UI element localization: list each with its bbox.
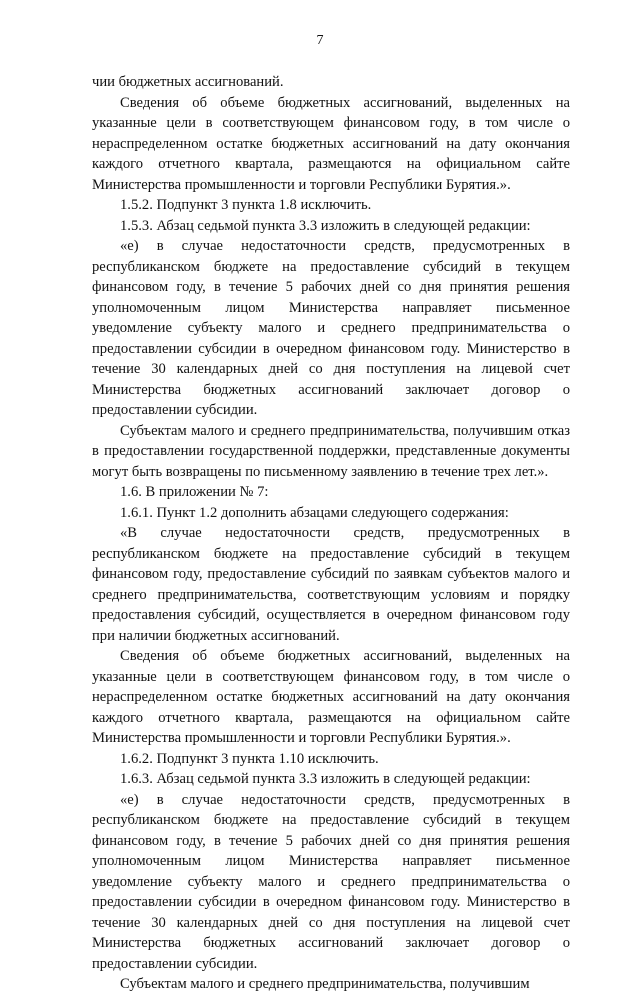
paragraph-1-6-1: 1.6.1. Пункт 1.2 дополнить абзацами следующего содержания:: [120, 504, 509, 521]
paragraph-continuation: чии бюджетных ассигнований.: [92, 74, 284, 90]
paragraph-1-6-2: 1.6.2. Подпункт 3 пункта 1.10 исключить.: [120, 750, 379, 767]
paragraph-clause-e: «е) в случае недостаточности средств, предусмотренных в республиканском бюджете на предоставление субсидий в текущем финансовом году, в течение 5 рабочих дней со дня принятия решения уполномоченным лицом Министерства направляет письменное уведомление субъекту малого и среднего предпринимательства о предоставлении субсидии в очередном финансовом году. Министерство в течение 30 календарных дней со дня поступления на лицевой счет Министерства бюджетных ассигнований заключает договор о предоставлении субсидии.: [92, 238, 570, 418]
paragraph-insufficient-funds: «В случае недостаточности средств, предусмотренных в республиканском бюджете на предоставление субсидий в текущем финансовом году, предоставление субсидий по заявкам субъектов малого и среднего предпринимательства, соответствующим условиям и порядку предоставления субсидий, осуществляется в очередном финансовом году при наличии бюджетных ассигнований.: [92, 525, 570, 644]
paragraph-1-6: 1.6. В приложении № 7:: [120, 484, 269, 500]
paragraph-budget-info: Сведения об объеме бюджетных ассигнований, выделенных на указанные цели в соответствующем финансовом году, в том числе о нераспределенном остатке бюджетных ассигнований на дату окончания каждого отчетного квартала, размещаются на официальном сайте Министерства промышленности и торговли Республики Бурятия.».: [92, 94, 570, 193]
paragraph-refusal: Субъектам малого и среднего предпринимательства, получившим отказ в предоставлении государственной поддержки, представленные документы могут быть возвращены по письменному заявлению в течение трех лет.».: [92, 422, 570, 480]
paragraph-1-5-3: 1.5.3. Абзац седьмой пункта 3.3 изложить в следующей редакции:: [120, 217, 531, 234]
page-number: 7: [316, 33, 324, 48]
document-body: [92, 72, 570, 995]
paragraph-clause-e-2: «е) в случае недостаточности средств, предусмотренных в республиканском бюджете на предоставление субсидий в текущем финансовом году, в течение 5 рабочих дней со дня принятия решения уполномоченным лицом Министерства направляет письменное уведомление субъекту малого и среднего предпринимательства о предоставлении субсидии в очередном финансовом году. Министерство в течение 30 календарных дней со дня поступления на лицевой счет Министерства бюджетных ассигнований заключает договор о предоставлении субсидии.: [92, 791, 570, 972]
paragraph-budget-info-2: Сведения об объеме бюджетных ассигнований, выделенных на указанные цели в соответствующем финансовом году, в том числе о нераспределенном остатке бюджетных ассигнований на дату окончания каждого отчетного квартала, размещаются на официальном сайте Министерства промышленности и торговли Республики Бурятия.».: [92, 648, 570, 746]
paragraph-refusal-2: Субъектам малого и среднего предпринимательства, получившим: [120, 976, 530, 992]
paragraph-1-6-3: 1.6.3. Абзац седьмой пункта 3.3 изложить в следующей редакции:: [120, 771, 531, 787]
paragraph-1-5-2: 1.5.2. Подпункт 3 пункта 1.8 исключить.: [120, 197, 372, 213]
